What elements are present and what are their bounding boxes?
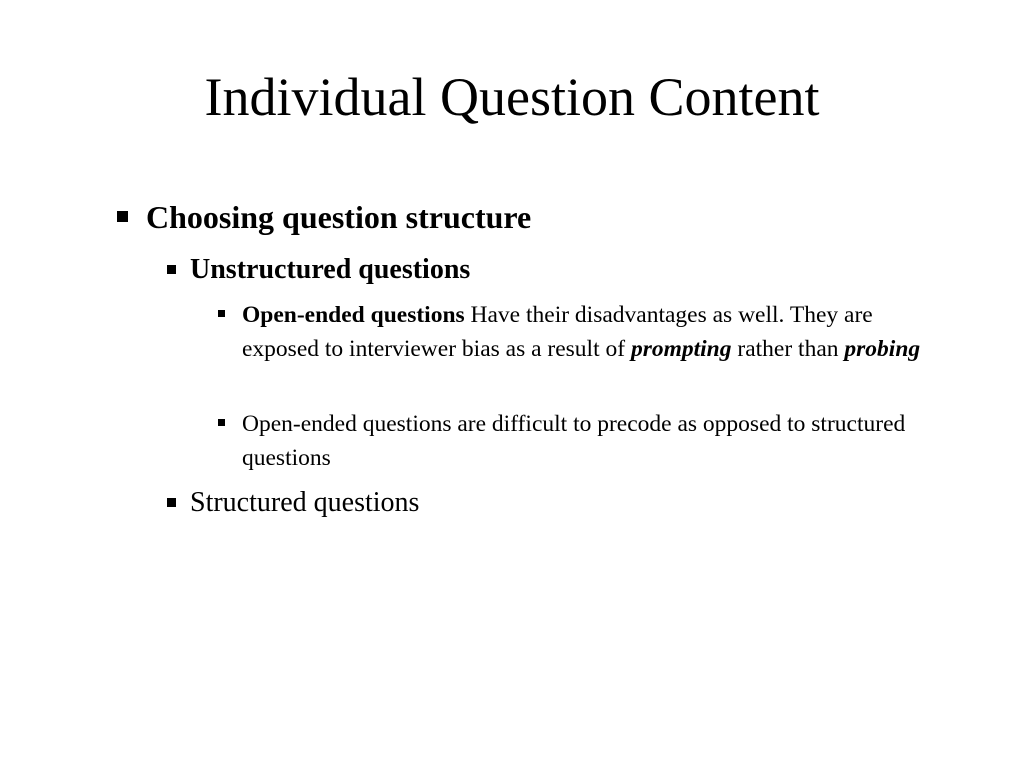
square-bullet-icon bbox=[167, 265, 176, 274]
bullet-lead: Open-ended questions bbox=[242, 302, 465, 328]
bullet-unstructured-questions bbox=[167, 252, 470, 288]
bullet-choosing-question-structure bbox=[117, 196, 531, 238]
bullet-paragraph bbox=[242, 298, 938, 366]
bullet-text-part: rather than bbox=[731, 336, 845, 362]
bullet-text-part: Have their disadvantages as well. They are exposed to interviewer bias as a result of bbox=[242, 302, 873, 362]
bullet-precode-difficulty bbox=[218, 407, 938, 475]
square-bullet-icon bbox=[218, 310, 225, 317]
square-bullet-icon bbox=[167, 498, 176, 507]
bullet-label: Unstructured questions bbox=[190, 254, 471, 285]
bullet-paragraph: Open-ended questions are difficult to precode as opposed to structured questions bbox=[242, 411, 906, 471]
slide-title: Individual Question Content bbox=[204, 67, 820, 127]
emphasis-probing: probing bbox=[844, 336, 921, 362]
square-bullet-icon bbox=[117, 211, 128, 222]
bullet-label: Choosing question structure bbox=[146, 199, 532, 235]
emphasis-prompting: prompting bbox=[630, 336, 732, 362]
bullet-open-ended-disadvantages bbox=[218, 298, 938, 366]
bullet-label: Structured questions bbox=[190, 487, 420, 518]
bullet-structured-questions bbox=[167, 485, 419, 521]
square-bullet-icon bbox=[218, 419, 225, 426]
